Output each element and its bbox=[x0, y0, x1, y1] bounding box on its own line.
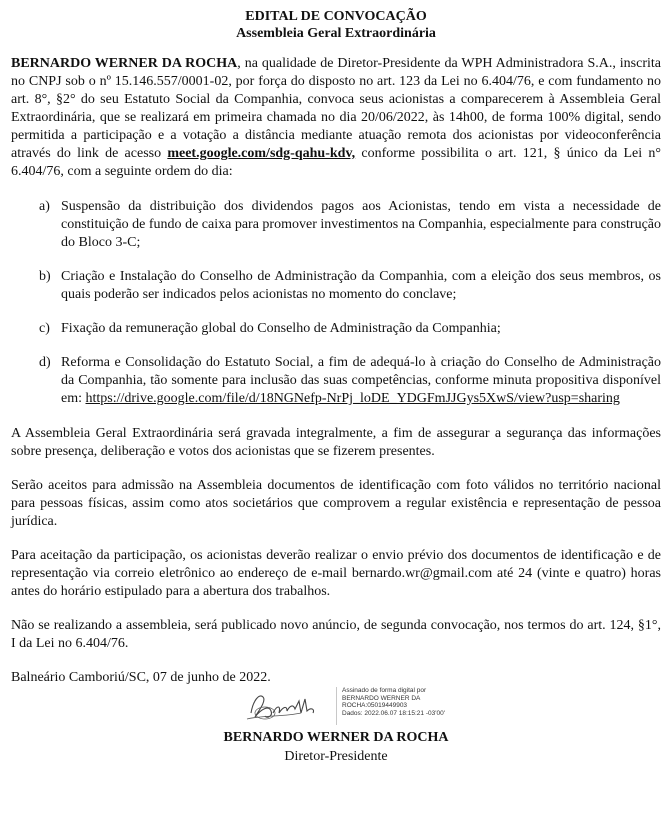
bylaws-draft-link[interactable]: https://drive.google.com/file/d/18NGNefp-NrPj_loDE_YDGFmJJGys5XwS/view?usp=sharing bbox=[85, 391, 620, 406]
stamp-line: Dados: 2022.06.07 18:15:21 -03'00' bbox=[342, 709, 445, 717]
document-subtitle: Assembleia Geral Extraordinária bbox=[236, 26, 436, 41]
intro-paragraph bbox=[11, 55, 661, 181]
recording-paragraph: A Assembleia Geral Extraordinária será gravada integralmente, a fim de assegurar a segurança das informações sobre presença, deliberação e votos dos acionistas que se fizerem presentes. bbox=[11, 426, 661, 459]
signature-divider bbox=[336, 687, 337, 725]
agenda-item bbox=[11, 198, 661, 252]
handwritten-signature bbox=[243, 683, 333, 727]
stamp-line: BERNARDO WERNER DA bbox=[342, 694, 421, 702]
agenda-item-text: Suspensão da distribuição dos dividendos pagos aos Acionistas, tendo em vista a necessidade de constituição de fundo de caixa para promover investimentos na Companhia, especialmente para construção do Bloco 3-C; bbox=[61, 199, 661, 250]
stamp-line: Assinado de forma digital por bbox=[342, 687, 427, 694]
agenda-item-letter: b) bbox=[39, 269, 51, 284]
agenda-item-text: Criação e Instalação do Conselho de Administração da Companhia, com a eleição dos seus membros, os quais poderão ser indicados pelos acionistas no momento do conclave; bbox=[61, 269, 661, 302]
agenda-item-letter: a) bbox=[39, 199, 50, 214]
agenda-item-letter: c) bbox=[39, 321, 50, 336]
participation-paragraph: Para aceitação da participação, os acionistas deverão realizar o envio prévio dos documentos de identificação e de representação via correio eletrônico ao endereço de e-mail bernardo.wr@gmail.com até 24 (vinte e quatro) horas antes do horário estipulado para a abertura dos trabalhos. bbox=[11, 548, 661, 599]
signature-area bbox=[11, 687, 661, 729]
agenda-item-text bbox=[61, 354, 661, 408]
convener-name: BERNARDO WERNER DA ROCHA bbox=[11, 56, 238, 71]
second-call-paragraph: Não se realizando a assembleia, será publicado novo anúncio, de segunda convocação, nos termos do art. 124, §1°, I da Lei no 6.404/76. bbox=[11, 618, 661, 651]
meeting-link[interactable]: meet.google.com/sdg-qahu-kdv, bbox=[167, 146, 356, 161]
date-line: Balneário Camboriú/SC, 07 de junho de 2022. bbox=[11, 670, 271, 685]
agenda-item bbox=[11, 354, 661, 408]
signer-role: Diretor-Presidente bbox=[284, 749, 388, 764]
digital-signature-stamp bbox=[342, 687, 445, 717]
document-title: EDITAL DE CONVOCAÇÃO bbox=[245, 9, 427, 24]
agenda-item-letter: d) bbox=[39, 355, 51, 370]
agenda-item bbox=[11, 268, 661, 304]
agenda-item-text: Fixação da remuneração global do Conselho de Administração da Companhia; bbox=[61, 321, 501, 336]
stamp-line: ROCHA:05019449903 bbox=[342, 702, 408, 710]
agenda-item-text-part: Reforma e Consolidação do Estatuto Social, a fim de adequá-lo à criação do Conselho de Administração da Companhia, tão somente para inclusão das suas competências, conforme minuta propositiva disponível em: bbox=[61, 355, 661, 406]
agenda-list bbox=[11, 198, 661, 408]
intro-text: , na qualidade de Diretor-Presidente da WPH Administradora S.A., inscrita no CNPJ sob o nº 15.146.557/0001-02, por força do disposto no art. 123 da Lei no 6.404/76, e com fundamento no art. 8°, §2° do seu Estatuto Social da Companhia, convoca seus acionistas a comparecerem à Assembleia Geral Extraordinária, que se realizará em primeira chamada no dia 20/06/2022, às 14h00, de forma 100% digital, sendo permitida a participação e a votação a distância mediante atuação remota dos acionistas por videoconferência através do link de acesso bbox=[11, 56, 661, 161]
documents-paragraph: Serão aceitos para admissão na Assembleia documentos de identificação com foto válidos no território nacional para pessoas físicas, assim como atos societários que comprovem a regular existência e representação de pessoa jurídica. bbox=[11, 478, 661, 529]
signer-name: BERNARDO WERNER DA ROCHA bbox=[223, 730, 449, 745]
intro-text-end: conforme possibilita o art. 121, § único da Lei n° 6.404/76, com a seguinte ordem do dia: bbox=[11, 146, 661, 179]
agenda-item bbox=[11, 320, 661, 338]
